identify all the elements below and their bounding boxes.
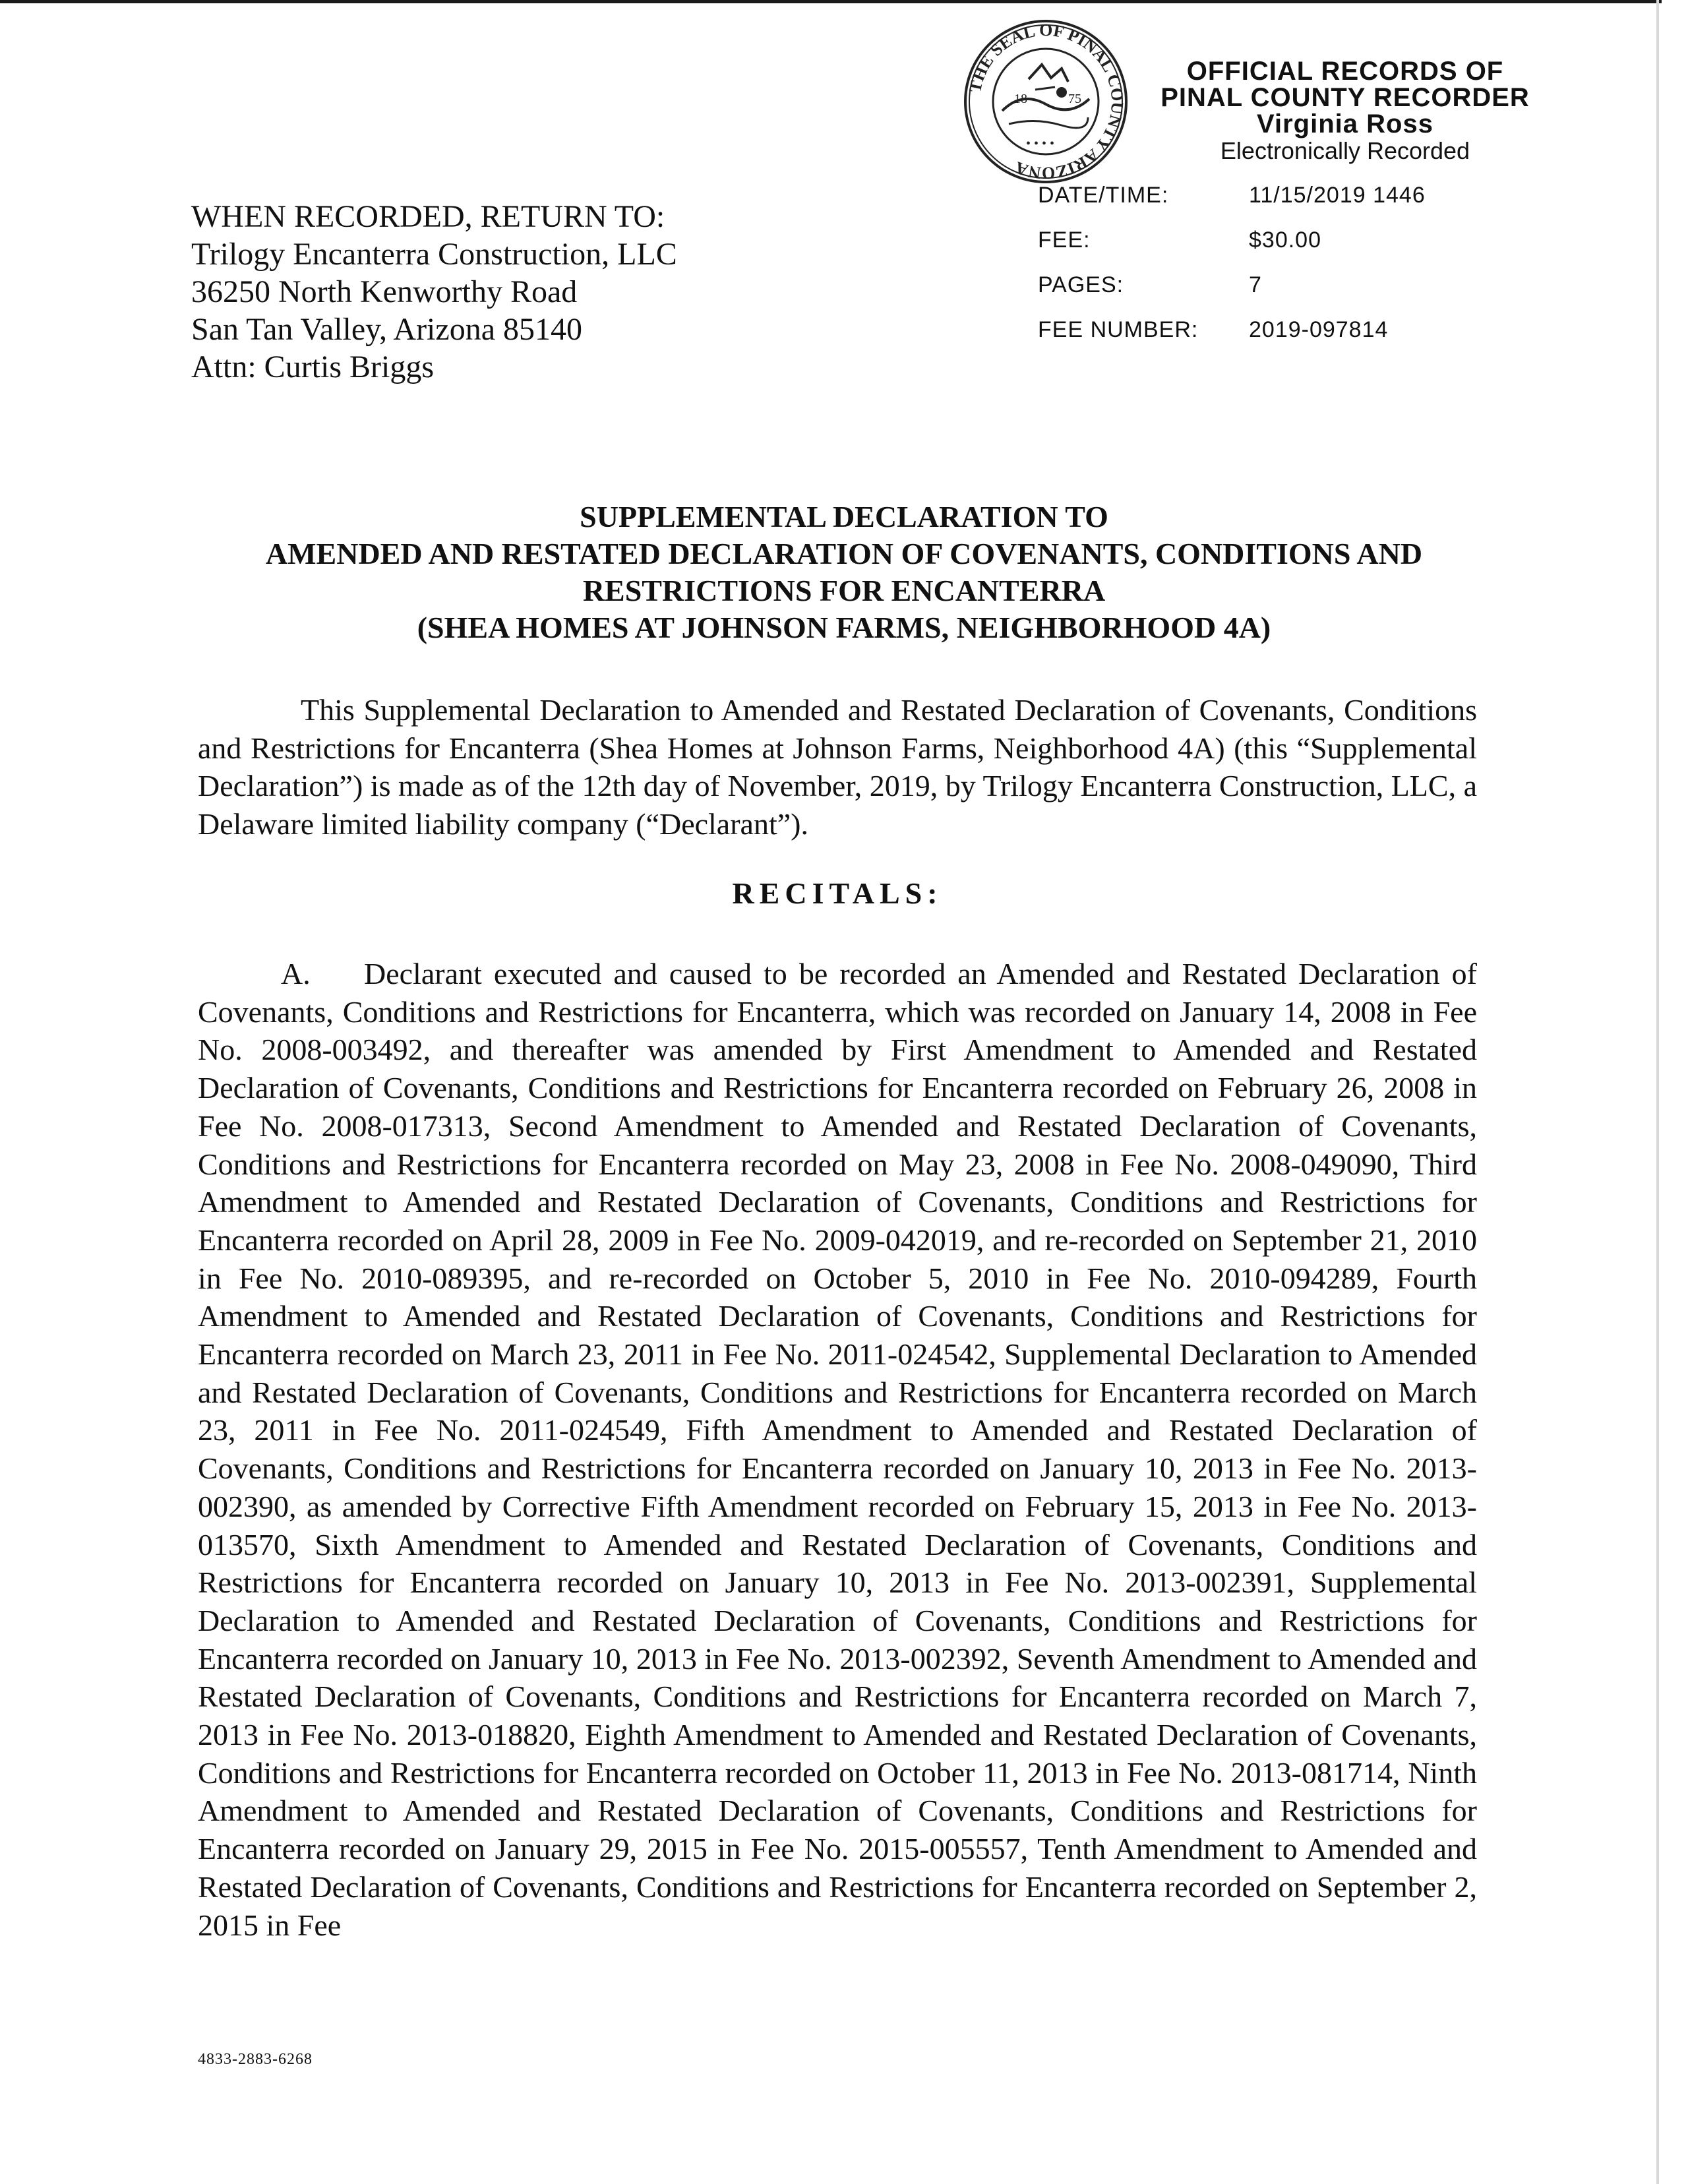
- county-seal-icon: [963, 18, 1129, 185]
- recorder-title-line2: PINAL COUNTY RECORDER: [1160, 83, 1530, 112]
- fee-number-label: FEE NUMBER:: [1038, 317, 1199, 342]
- recording-field-row: [1038, 307, 1499, 352]
- recorder-name: Virginia Ross: [1257, 109, 1433, 138]
- title-line4: (SHEA HOMES AT JOHNSON FARMS, NEIGHBORHOOD 4A): [417, 611, 1271, 644]
- recorder-title-line1: OFFICIAL RECORDS OF: [1186, 57, 1504, 86]
- recording-field-row: [1038, 262, 1499, 307]
- recitals-heading: RECITALS:: [732, 876, 943, 910]
- intro-paragraph: This Supplemental Declaration to Amended and Restated Declaration of Covenants, Conditions and Restrictions for Encanterra (Shea Homes at Johnson Farms, Neighborhood 4A) (this “Supplemental Declaration”) is made as of the 12th day of November, 2019, by Trilogy Encanterra Construction, LLC, a Delaware limited liability company (“Declarant”).: [198, 693, 1477, 841]
- recording-field-row: [1038, 218, 1499, 262]
- svg-text:• • • •: • • • •: [1026, 136, 1055, 151]
- document-code: 4833-2883-6268: [198, 2051, 313, 2068]
- return-city: San Tan Valley, Arizona 85140: [191, 312, 582, 347]
- svg-text:18: 18: [1014, 92, 1027, 106]
- recorder-header: [1134, 58, 1556, 165]
- fee-label: FEE:: [1038, 227, 1091, 253]
- pages-value: 7: [1249, 272, 1262, 297]
- datetime-value: 11/15/2019 1446: [1249, 182, 1426, 208]
- recital-a-paragraph: [198, 955, 1477, 1944]
- recital-a-label: A.: [281, 957, 311, 990]
- recording-fields: [1038, 173, 1499, 352]
- return-heading: WHEN RECORDED, RETURN TO:: [191, 199, 665, 234]
- title-line2: AMENDED AND RESTATED DECLARATION OF COVENANTS, CONDITIONS AND: [265, 537, 1423, 570]
- recital-a-text: Declarant executed and caused to be recorded an Amended and Restated Declaration of Covenants, Conditions and Restrictions for Encanterra, which was recorded on January 14, 2008 in Fee No. 2008-003492, and thereafter was amended by First Amendment to Amended and Restated Declaration of Covenants, Conditions and Restrictions for Encanterra recorded on February 26, 2008 in Fee No. 2008-017313, Second Amendment to Amended and Restated Declaration of Covenants, Conditions and Restrictions for Encanterra recorded on May 23, 2008 in Fee No. 2008-049090, Third Amendment to Amended and Restated Declaration of Covenants, Conditions and Restrictions for Encanterra recorded on April 28, 2009 in Fee No. 2009-042019, and re-recorded on September 21, 2010 in Fee No. 2010-089395, and re-recorded on October 5, 2010 in Fee No. 2010-094289, Fourth Amendment to Amended and Restated Declaration of Covenants, Conditions and Restrictions for Encanterra recorded on March 23, 2011 in Fee No. 2011-024542, Supplemental Declaration to Amended and Restated Declaration of Covenants, Conditions and Restrictions for Encanterra recorded on March 23, 2011 in Fee No. 2011-024549, Fifth Amendment to Amended and Restated Declaration of Covenants, Conditions and Restrictions for Encanterra recorded on January 10, 2013 in Fee No. 2013-002390, as amended by Corrective Fifth Amendment recorded on February 15, 2013 in Fee No. 2013-013570, Sixth Amendment to Amended and Restated Declaration of Covenants, Conditions and Restrictions for Encanterra recorded on January 10, 2013 in Fee No. 2013-002391, Supplemental Declaration to Amended and Restated Declaration of Covenants, Conditions and Restrictions for Encanterra recorded on January 10, 2013 in Fee No. 2013-002392, Seventh Amendment to Amended and Restated Declaration of Covenants, Conditions and Restrictions for Encanterra recorded on March 7, 2013 in Fee No. 2013-018820, Eighth Amendment to Amended and Restated Declaration of Covenants, Conditions and Restrictions for Encanterra recorded on October 11, 2013 in Fee No. 2013-081714, Ninth Amendment to Amended and Restated Declaration of Covenants, Conditions and Restrictions for Encanterra recorded on January 29, 2015 in Fee No. 2015-005557, Tenth Amendment to Amended and Restated Declaration of Covenants, Conditions and Restrictions for Encanterra recorded on September 2, 2015 in Fee: [198, 957, 1477, 1942]
- fee-number-value: 2019-097814: [1249, 317, 1389, 342]
- right-edge-line: [1656, 0, 1659, 2184]
- recorded-note: Electronically Recorded: [1220, 137, 1470, 164]
- svg-text:THE SEAL OF PINAL COUNTY ARIZO: THE SEAL OF PINAL COUNTY ARIZONA: [965, 20, 1128, 183]
- title-line3: RESTRICTIONS FOR ENCANTERRA: [582, 574, 1106, 607]
- return-company: Trilogy Encanterra Construction, LLC: [191, 237, 677, 272]
- document-title: [158, 499, 1530, 646]
- pages-label: PAGES:: [1038, 272, 1124, 297]
- svg-text:75: 75: [1068, 92, 1081, 106]
- return-attn: Attn: Curtis Briggs: [191, 349, 435, 384]
- return-address-block: [191, 198, 677, 386]
- top-border-line: [0, 0, 1662, 3]
- return-street: 36250 North Kenworthy Road: [191, 274, 578, 309]
- title-line1: SUPPLEMENTAL DECLARATION TO: [580, 500, 1108, 533]
- fee-value: $30.00: [1249, 227, 1321, 253]
- datetime-label: DATE/TIME:: [1038, 182, 1169, 208]
- recording-field-row: [1038, 173, 1499, 218]
